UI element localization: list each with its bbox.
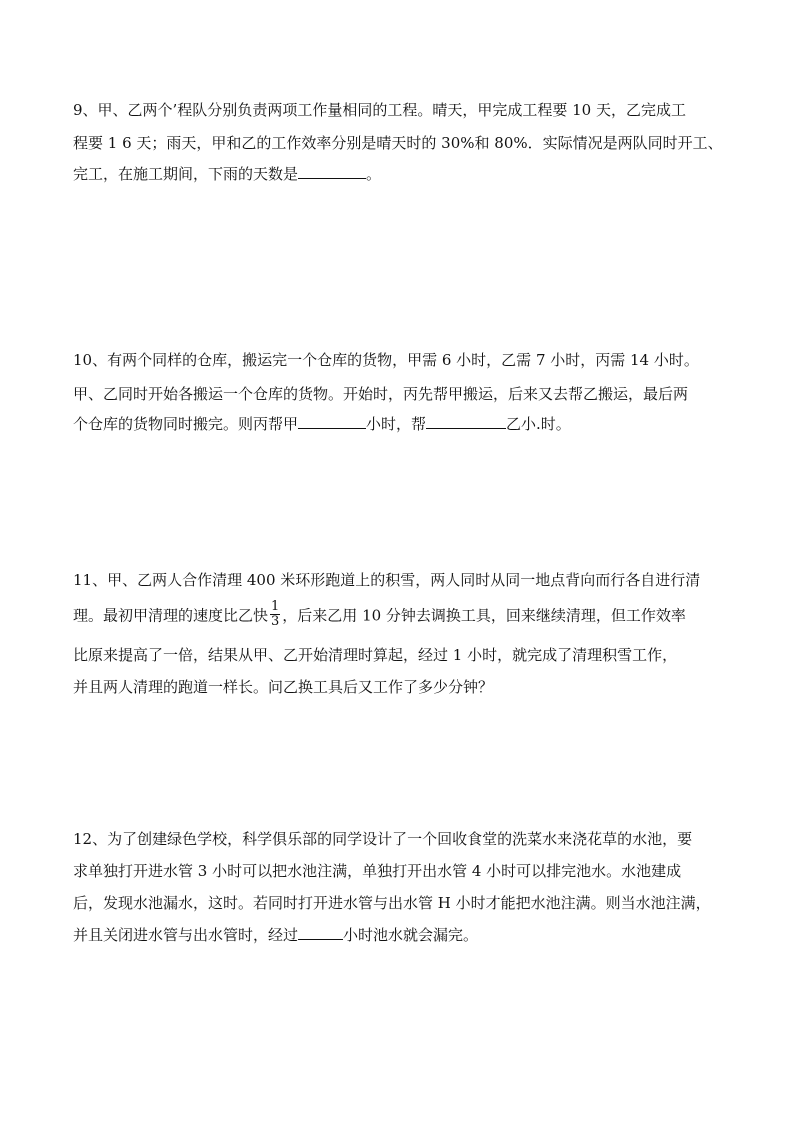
question-11-line-2 [73,599,686,631]
answer-blank-10a[interactable] [298,414,366,429]
question-12-line-3: 后，发现水池漏水，这时。若同时打开进水管与出水管 H 小时才能把水池注满。则当水池注满， [73,894,711,912]
question-9-end: 。 [366,165,382,183]
question-11-line-3: 比原来提高了一倍，结果从甲、乙开始清理时算起，经过 1 小时，就完成了清理积雪工作， [73,646,678,664]
answer-blank-9[interactable] [298,164,366,179]
question-9-line-1: 9、甲、乙两个’程队分别负责两项工作量相同的工程。晴天，甲完成工程要 10 天，乙完成工 [73,101,686,119]
question-10-line-1: 10、有两个同样的仓库，搬运完一个仓库的货物，甲需 6 小时，乙需 7 小时，丙需 14 小时。 [73,351,699,369]
question-12-line-2: 求单独打开进水管 3 小时可以把水池注满，单独打开出水管 4 小时可以排完池水。水池建成 [73,862,682,880]
question-10-text: 个仓库的货物同时搬完。则丙帮甲 [73,415,299,433]
question-9-text: 完工，在施工期间，下雨的天数是 [73,165,299,183]
question-11-line-1: 11、甲、乙两人合作清理 400 米环形跑道上的积雪，两人同时从同一地点背向而行各自进行清 [73,571,701,589]
question-10-mid: 小时，帮 [366,415,427,433]
answer-blank-12[interactable] [298,925,343,940]
fraction-one-third: $\frac{1}{3}$ [271,599,280,629]
question-12-text: 并且关闭进水管与出水管时，经过 [73,926,299,944]
question-12-end: 小时池水就会漏完。 [343,926,479,944]
question-11-text: 理。最初甲清理的速度比乙快 [73,606,269,625]
question-11-line-4: 并且两人清理的跑道一样长。问乙换工具后又工作了多少分钟？ [73,678,494,696]
question-10-line-3 [73,414,571,434]
answer-blank-10b[interactable] [426,414,506,429]
question-11-text-cont: ，后来乙用 10 分钟去调换工具，回来继续清理，但工作效率 [282,606,686,625]
question-10-end: 乙小.时。 [506,415,571,433]
question-9-line-3 [73,164,381,184]
question-9-line-2: 程要 1 6 天；雨天，甲和乙的工作效率分别是晴天时的 30%和 80%．实际情况是两队同时开工、 [73,134,723,152]
question-10-line-2: 甲、乙同时开始各搬运一个仓库的货物。开始时，丙先帮甲搬运，后来又去帮乙搬运，最后两 [73,385,689,403]
question-12-line-1: 12、为了创建绿色学校，科学俱乐部的同学设计了一个回收食堂的洗菜水来浇花草的水池，要 [73,830,693,848]
question-12-line-4 [73,925,478,945]
